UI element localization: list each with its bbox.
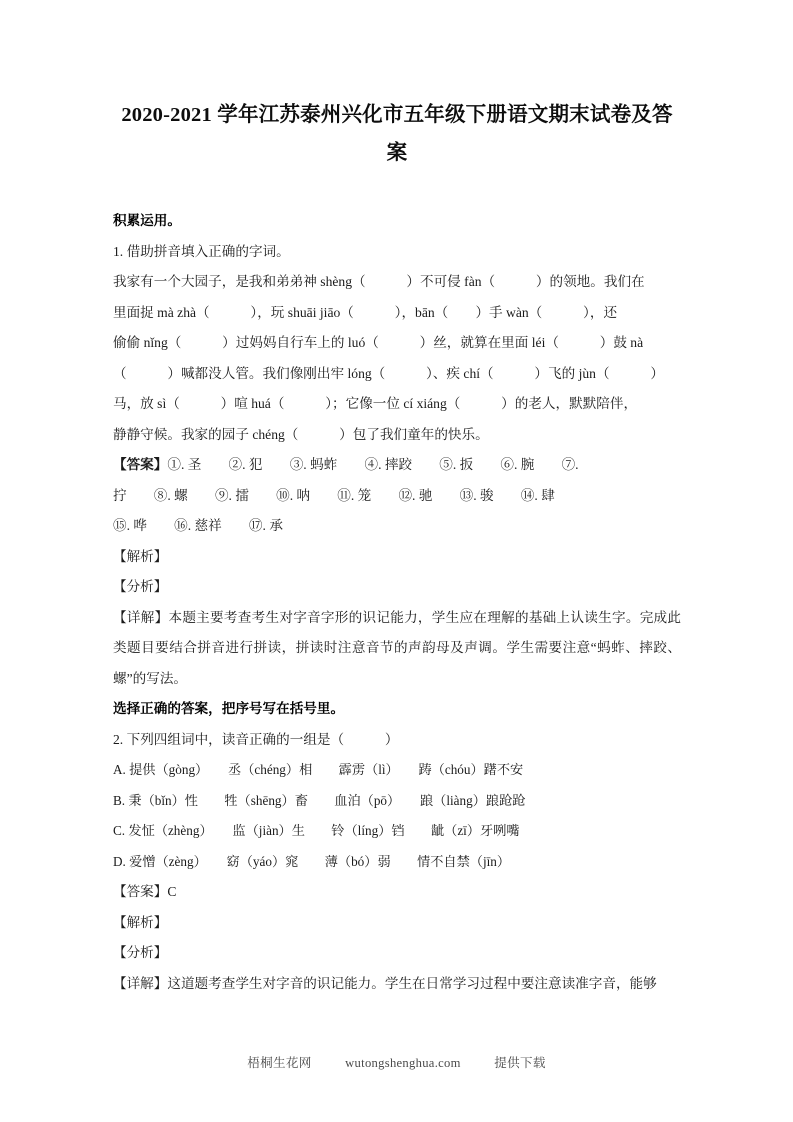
question-2-option-c: C. 发怔（zhèng） 监（jiàn）生 铃（líng）铛 龇（zī）牙咧嘴: [113, 823, 520, 838]
question-1-answer-row: [113, 450, 681, 481]
question-1-answer-row: 拧 ⑧. 螺 ⑨. 擂 ⑩. 呐 ⑪. 笼 ⑫. 驰 ⑬. 骏 ⑭. 肆: [113, 487, 555, 503]
question-1-analysis-label: 【解析】: [113, 548, 168, 564]
detail-text: 这道题考查学生对字音的识记能力。学生在日常学习过程中要注意读准字音，能够: [167, 975, 657, 991]
footer-action: 提供下载: [494, 1056, 546, 1070]
footer-site-name: 梧桐生花网: [247, 1056, 312, 1070]
detail-text: 本题主要考查考生对字音字形的识记能力，学生应在理解的基础上认读生字。完成此类题目要结合拼音进行拼读，拼读时注意音节的声韵母及声调。学生需要注意“蚂蚱、摔跤、螺”的写法。: [113, 609, 682, 686]
answer-value: C: [167, 884, 177, 899]
section-heading-accumulate: 积累运用。: [113, 213, 181, 228]
document-content: [113, 96, 681, 999]
question-1-body-line: 我家有一个大园子，是我和弟弟神 shèng（ ）不可侵 fàn（ ）的领地。我们在: [113, 274, 645, 289]
detail-label: 【详解】: [113, 975, 168, 991]
footer-site-url: wutongshenghua.com: [345, 1056, 461, 1070]
answer-label: 【答案】: [113, 457, 168, 472]
answer-values: ①. 圣 ②. 犯 ③. 蚂蚱 ④. 摔跤 ⑤. 扳 ⑥. 腕 ⑦.: [167, 457, 579, 472]
question-2-option-a: A. 提供（gòng） 丞（chéng）相 霹雳（lì） 踌（chóu）躇不安: [113, 762, 524, 777]
detail-label: 【详解】: [113, 609, 169, 625]
question-1-number: 1.: [113, 243, 124, 259]
section-heading-choose-answer: 选择正确的答案，把序号写在括号里。: [113, 701, 345, 716]
page-title: 2020-2021 学年江苏泰州兴化市五年级下册语文期末试卷及答案: [121, 104, 673, 164]
question-2-answer-row: [113, 877, 681, 908]
question-1-body-line: 马，放 sì（ ）喧 huá（ ）；它像一位 cí xiáng（ ）的老人，默默陪伴，: [113, 396, 638, 411]
question-2-number: 2.: [113, 731, 124, 747]
question-1-body-line: （ ）喊都没人管。我们像刚出牢 lóng（ ）、疾 chí（ ）飞的 jùn（ ）: [113, 365, 664, 381]
answer-label: 【答案】: [113, 884, 168, 899]
question-1-body-line: 偷偷 nǐng（ ）过妈妈自行车上的 luó（ ）丝，就算在里面 léi（ ）鼓 nà: [113, 335, 644, 350]
question-1-detail: [113, 603, 681, 695]
question-2-analysis-label: 【解析】: [113, 914, 168, 930]
question-2-option-b: B. 秉（bǐn）性 牲（shēng）畜 血泊（pō） 踉（liàng）踉跄跄: [113, 792, 526, 808]
question-2-prompt: [113, 725, 681, 756]
question-1-prompt: [113, 237, 681, 268]
question-2-prompt-text: 下列四组词中，读音正确的一组是（ ）: [126, 731, 399, 747]
question-2-detail: [113, 969, 681, 1000]
question-1-body-line: 里面捉 mà zhà（ ），玩 shuāi jiāo（ ），bān（ ）手 wàn（ ），还: [113, 304, 618, 320]
question-1-answer-row: ⑮. 哗 ⑯. 慈祥 ⑰. 承: [113, 518, 283, 533]
question-2-analysis-label: 【分析】: [113, 945, 168, 960]
question-2-option-d: D. 爱憎（zèng） 窈（yáo）窕 薄（bó）弱 情不自禁（jīn）: [113, 853, 511, 869]
question-1-body-line: 静静守候。我家的园子 chéng（ ）包了我们童年的快乐。: [113, 426, 489, 442]
footer-watermark: [0, 1052, 793, 1071]
question-1-analysis-label: 【分析】: [113, 579, 168, 594]
question-1-prompt-text: 借助拼音填入正确的字词。: [126, 243, 290, 259]
